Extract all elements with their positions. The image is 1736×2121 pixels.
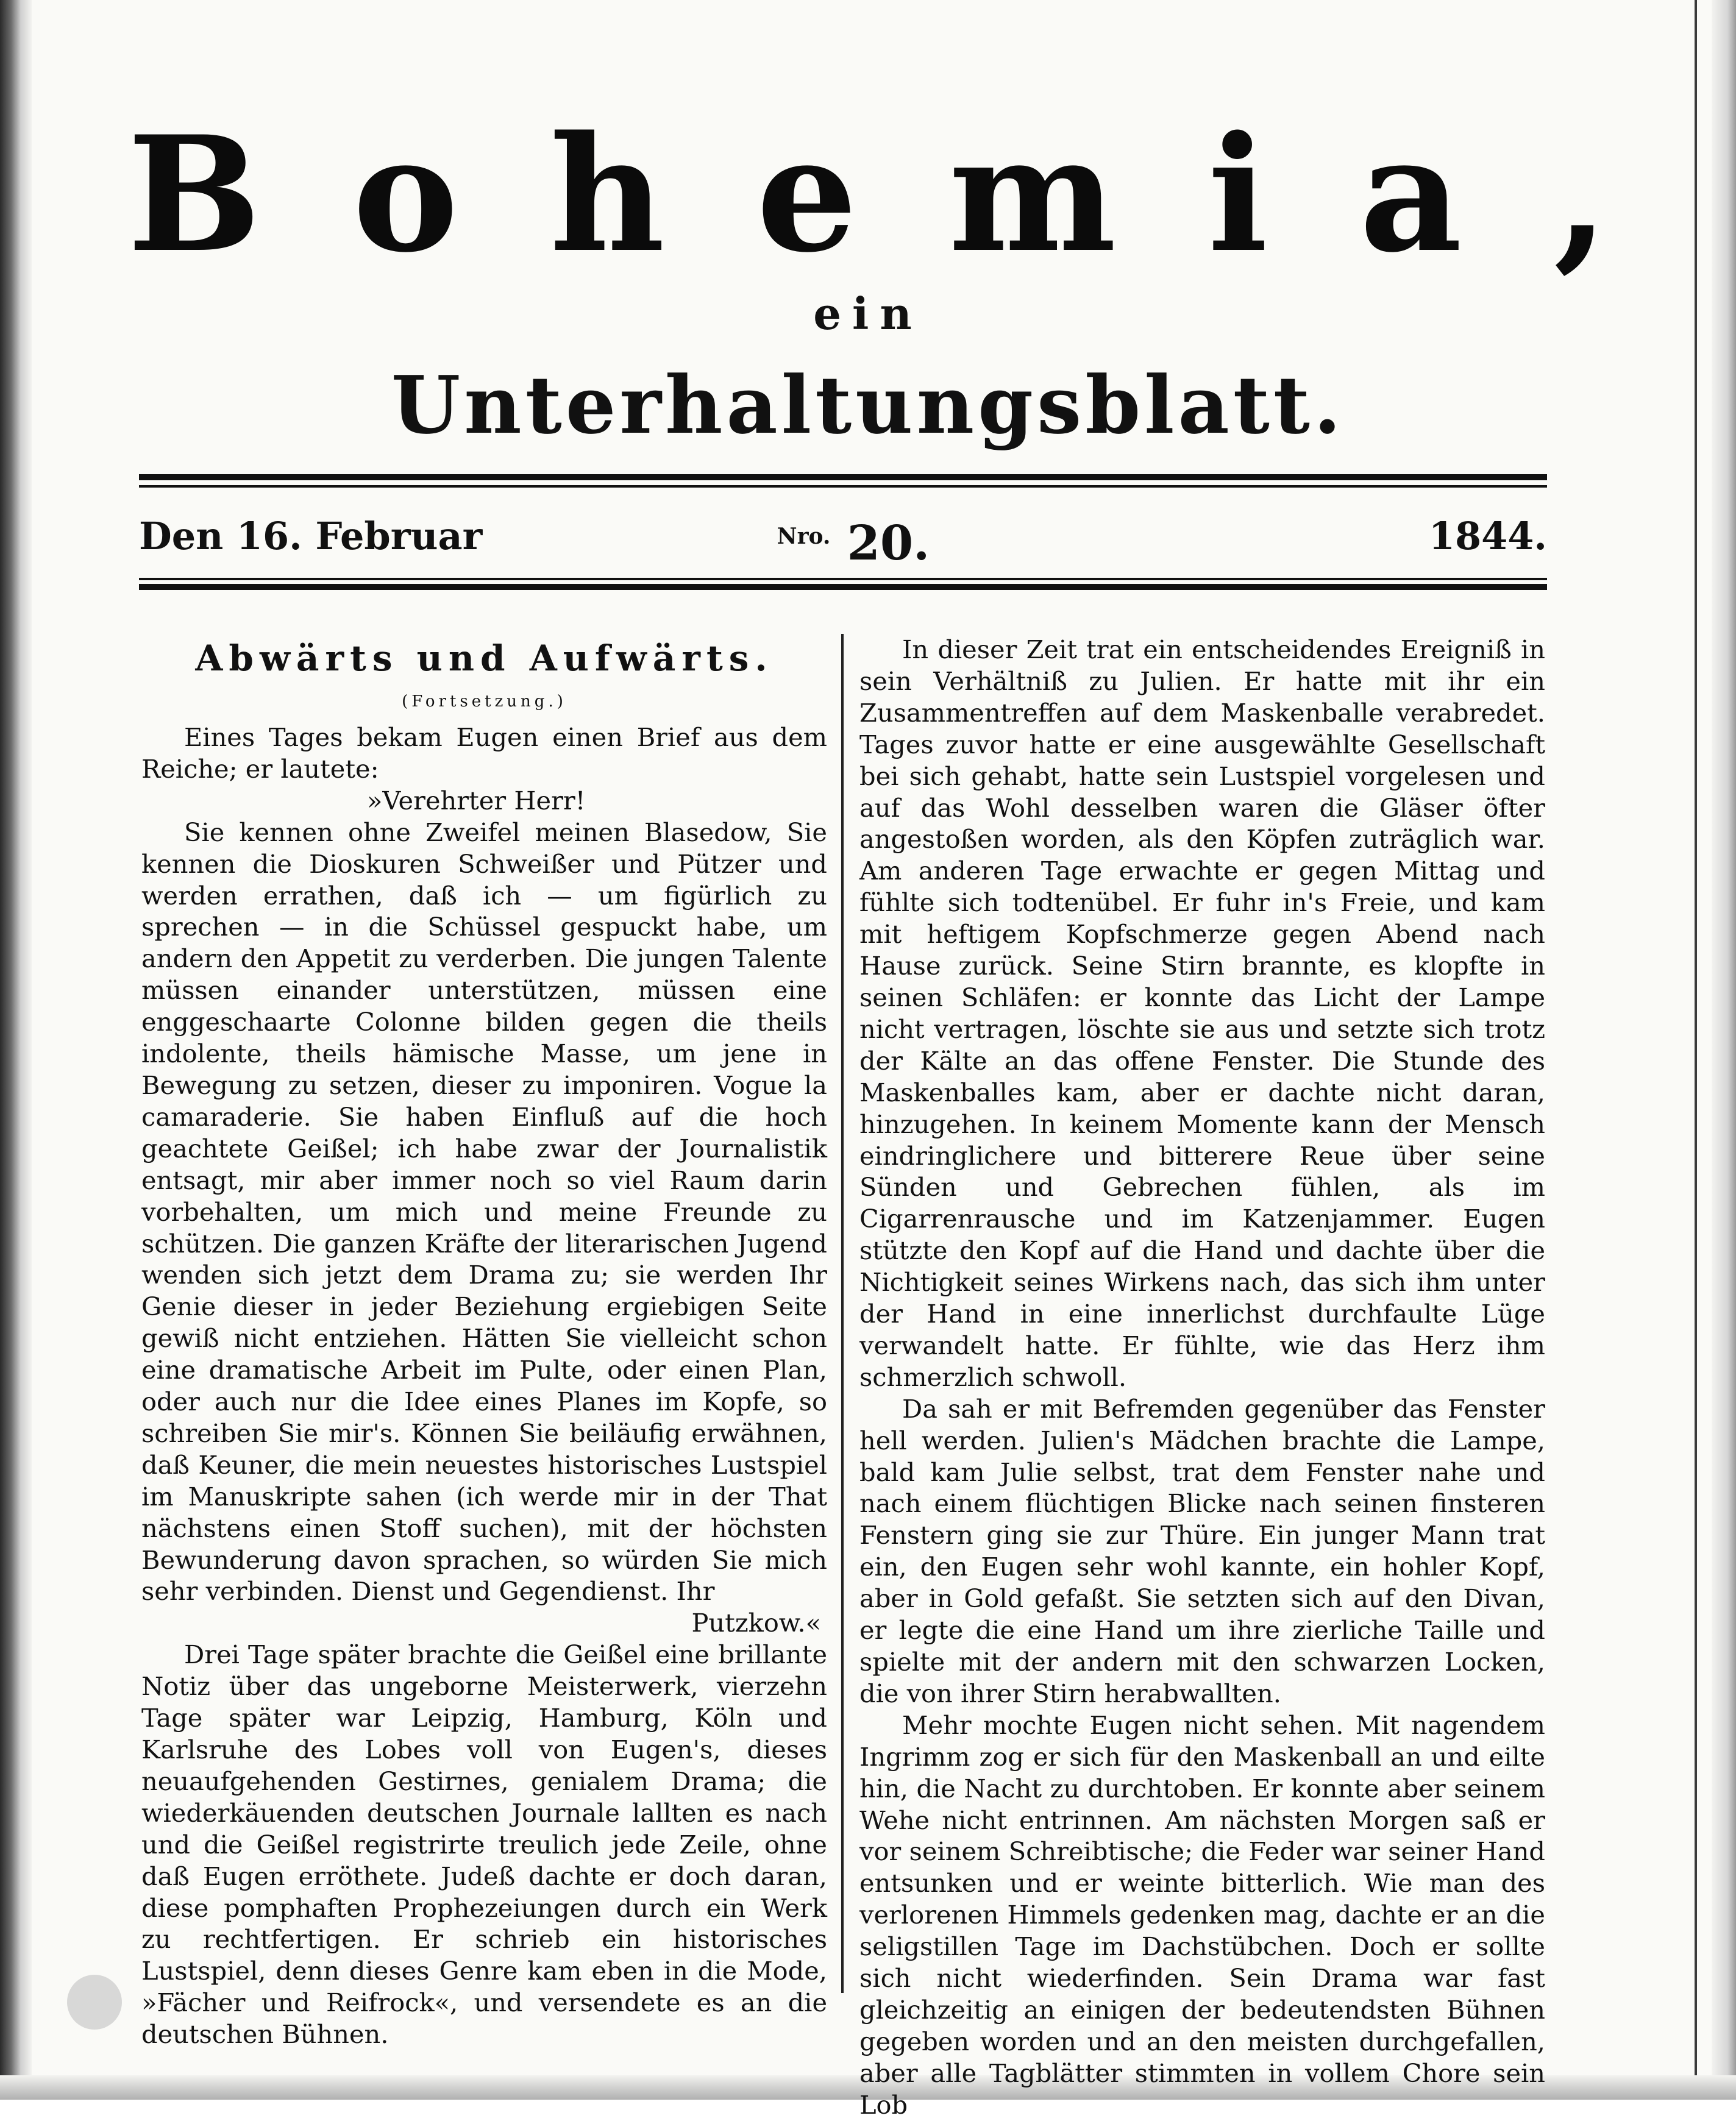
newspaper-title: Bohemia, <box>127 102 1701 288</box>
newspaper-subtitle: Unterhaltungsblatt. <box>391 358 1345 452</box>
article-right-column <box>859 634 1545 2121</box>
issue-number-value: 20. <box>847 516 930 571</box>
article-paragraph: Sie kennen ohne Zweifel meinen Blasedow, Sie kennen die Dioskuren Schweißer und Pützer und werden errathen, daß ich — um figürlich zu sprechen — in die Schüssel gespuckt habe, um andern den Appetit zu verderben. Die jungen Talente müssen einander unterstützen, müssen eine enggeschaarte Colonne bilden gegen die theils indolente, theils hämische Masse, um jene in Bewegung zu setzen, dieser zu imponiren. Vogue la camaraderie. Sie haben Einfluß auf die hoch geachtete Geißel; ich habe zwar der Journalistik entsagt, mir aber immer noch so viel Raum darin vorbehalten, um mich und meine Freunde zu schützen. Die ganzen Kräfte der literarischen Jugend wenden sich jetzt dem Drama zu; sie werden Ihr Genie dieser in jeder Beziehung ergiebigen Seite gewiß nicht entziehen. Hätten Sie vielleicht schon eine dramatische Arbeit im Pulte, oder einen Plan, oder auch nur die Idee eines Planes im Kopfe, so schreiben Sie mir's. Können Sie beiläufig erwähnen, daß Keuner, die mein neuestes historisches Lustspiel im Manuskripte sahen (ich werde mir in der That nächstens einen Stoff suchen), mit der höchsten Bewunderung davon sprachen, so würden Sie mich sehr verbinden. Dienst und Gegendienst. Ihr <box>141 817 827 1607</box>
masthead-rule-bottom-thin <box>139 578 1547 580</box>
article-paragraph: Da sah er mit Befremden gegenüber das Fenster hell werden. Julien's Mädchen brachte die Lampe, bald kam Julie selbst, trat dem Fenster nahe und nach einem flüchtigen Blicke nach seinen finsteren Fenstern ging sie zur Thüre. Ein junger Mann trat ein, den Eugen sehr wohl kannte, ein hohler Kopf, aber in Gold gefaßt. Sie setzten sich auf den Divan, er legte die eine Hand um ihre zierliche Taille und spielte mit der andern mit den schwarzen Locken, die von ihrer Stirn herabwallten. <box>859 1393 1545 1708</box>
masthead-rule-bottom-thick <box>139 584 1547 590</box>
article-paragraph: In dieser Zeit trat ein entscheidendes Ereigniß in sein Verhältniß zu Julien. Er hatte mit ihr ein Zusammentreffen auf dem Maskenballe verabredet. Tages zuvor hatte er eine ausgewählte Gesellschaft bei sich gehabt, hatte sein Lustspiel vorgelesen und auf das Wohl desselben waren die Gläser öfter angestoßen worden, als den Köpfen zuträglich war. Am anderen Tage erwachte er gegen Mittag und fühlte sich todtenübel. Er fuhr in's Freie, und kam mit heftigem Kopfschmerze gegen Abend nach Hause zurück. Seine Stirn brannte, es klopfte in seinen Schläfen: er konnte das Licht der Lampe nicht vertragen, löschte sie aus und setzte sich trotz der Kälte an das offene Fenster. Die Stunde des Maskenballes kam, aber er dachte nicht daran, hinzugehen. In keinem Momente kann der Mensch eindringlichere und bitterere Reue über seine Sünden und Gebrechen fühlen, als im Cigarrenrausche und im Katzenjammer. Eugen stützte den Kopf auf die Hand und dachte über die Nichtigkeit seines Wirkens nach, das sich ihm unter der Hand in eine innerlichst durchfaulte Lüge verwandelt hatte. Er fühlte, wie das Herz ihm schmerzlich schwoll. <box>859 634 1545 1392</box>
issue-number-prefix: Nro. <box>777 524 831 549</box>
issue-year: 1844. <box>1428 514 1547 558</box>
newspaper-ein: ein <box>813 288 923 339</box>
article-paragraph: Drei Tage später brachte die Geißel eine brillante Notiz über das ungeborne Meisterwerk, vierzehn Tage später war Leipzig, Hamburg, Köln und Karlsruhe des Lobes voll von Eugen's, dieses neuaufgehenden Gestirnes, genialem Drama; die wiederkäuenden deutschen Journale lallten es nach und die Geißel registrirte treulich jede Zeile, ohne daß Eugen erröthete. Judeß dachte er doch daran, diese pomphaften Prophezeiungen durch ein Werk zu rechtfertigen. Er schrieb ein historisches Lustspiel, denn dieses Genre kam eben in die Mode, »Fächer und Reifrock«, und versendete es an die deutschen Bühnen. <box>141 1640 827 2050</box>
article-title: Abwärts und Aufwärts. <box>195 638 774 679</box>
letter-signature: Putzkow.« <box>691 1608 821 1638</box>
column-divider <box>841 634 844 1993</box>
issue-date: Den 16. Februar <box>139 514 483 558</box>
article-paragraph: Mehr mochte Eugen nicht sehen. Mit nagendem Ingrimm zog er sich für den Maskenball an und eilte hin, die Nacht zu durchtoben. Er konnte aber seinem Wehe nicht entrinnen. Am nächsten Morgen saß er vor seinem Schreibtische; die Feder war seiner Hand entsunken und er weinte bitterlich. Wie man des verlorenen Himmels gedenken mag, dachte er an die seligstillen Tage im Dachstübchen. Doch er sollte sich nicht wiederfinden. Sein Drama war fast gleichzeitig an einigen der bedeutendsten Bühnen gegeben worden und an den meisten durchgefallen, aber alle Tagblätter stimmten in vollem Chore sein Lob <box>859 1710 1545 2120</box>
article-continuation-note: (Fortsetzung.) <box>402 692 567 711</box>
article-left-column <box>141 634 827 2050</box>
article-paragraph: Eines Tages bekam Eugen einen Brief aus dem Reiche; er lautete: <box>141 722 827 784</box>
masthead-rule-top-thick <box>139 474 1547 480</box>
letter-salutation: »Verehrter Herr! <box>367 785 586 815</box>
library-stamp-mark <box>67 1975 122 2030</box>
issue-number <box>731 506 975 571</box>
masthead-rule-top-thin <box>139 485 1547 488</box>
